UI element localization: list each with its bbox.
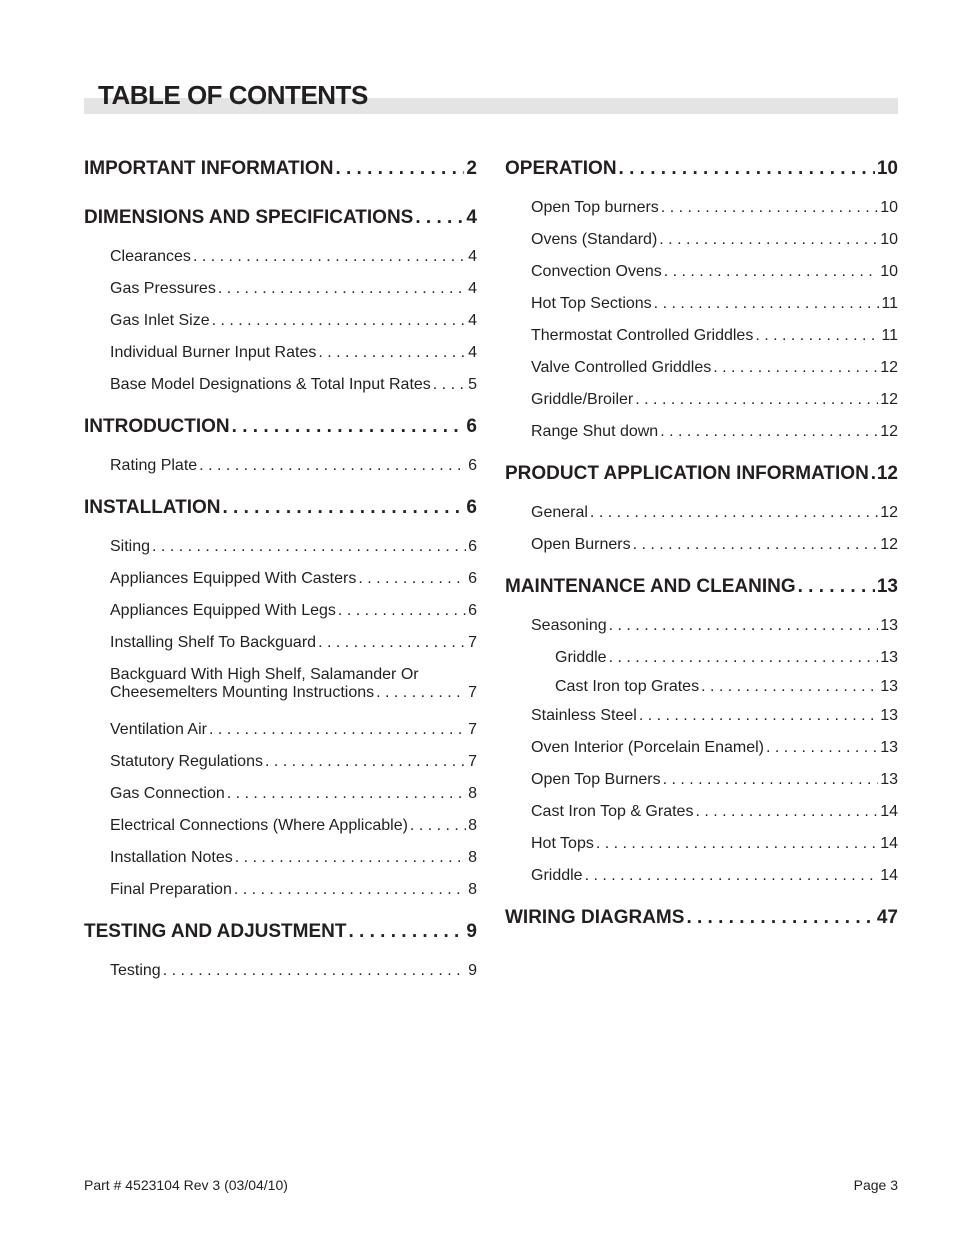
toc-entry[interactable] [84,845,477,877]
toc-entry-page: 9 [466,921,477,942]
toc-entry-page: 14 [880,835,898,852]
toc-entry-page: 12 [880,504,898,521]
toc-entry[interactable] [84,630,477,662]
toc-section [84,152,477,195]
toc-entry[interactable] [84,813,477,845]
dot-leader [635,391,878,409]
toc-entry-page: 6 [466,416,477,437]
toc-entry-label: Installation Notes [110,849,233,866]
dot-leader [234,881,466,899]
toc-entry-label: Ovens (Standard) [531,231,658,248]
toc-entry[interactable] [84,453,477,485]
dot-leader [619,158,875,180]
toc-entry-label: Clearances [110,248,191,265]
toc-entry[interactable] [505,387,898,419]
toc-entry-label: OPERATION [505,158,617,179]
toc-entry-label: General [531,504,588,521]
toc-entry-label: IMPORTANT INFORMATION [84,158,334,179]
dot-leader [713,359,878,377]
toc-entry[interactable] [505,500,898,532]
dot-leader [227,785,466,803]
toc-section-heading[interactable] [84,915,477,958]
toc-entry-page: 14 [880,803,898,820]
toc-entry-page: 12 [876,463,898,484]
toc-entry-label: Gas Connection [110,785,225,802]
dot-leader [755,327,879,345]
toc-entry-label: TESTING AND ADJUSTMENT [84,921,347,942]
toc-entry-label: Thermostat Controlled Griddles [531,327,754,344]
toc-section [84,201,477,404]
toc-left-column [84,152,477,996]
dot-leader [235,849,466,867]
dot-leader [348,921,464,943]
dot-leader [209,721,466,739]
toc-entry-label: Appliances Equipped With Legs [110,602,336,619]
toc-entry[interactable] [84,781,477,813]
dot-leader [415,207,464,229]
toc-entry[interactable] [505,323,898,355]
toc-entry[interactable] [505,259,898,291]
toc-entry[interactable] [84,958,477,990]
dot-leader [686,907,874,929]
dot-leader [410,817,466,835]
dot-leader [701,678,878,696]
toc-entry-label-line1: Backguard With High Shelf, Salamander Or [110,666,419,683]
toc-entry[interactable] [84,598,477,630]
page-title: TABLE OF CONTENTS [98,80,368,110]
footer-part-number: Part # 4523104 Rev 3 (03/04/10) [84,1177,288,1193]
dot-leader [433,376,466,394]
toc-section [505,901,898,944]
toc-entry-page: 12 [880,536,898,553]
toc-section-heading[interactable] [84,491,477,534]
toc-entry-page: 12 [880,359,898,376]
dot-leader [163,962,466,980]
toc-entry-label: Open Top burners [531,199,659,216]
toc-entry-label: Cast Iron Top & Grates [531,803,694,820]
toc-entry[interactable] [84,717,477,749]
toc-entry-page: 2 [466,158,477,179]
toc-entry-page: 13 [880,617,898,634]
toc-entry[interactable] [505,767,898,799]
toc-entry-label: Final Preparation [110,881,232,898]
toc-entry-page: 13 [876,576,898,597]
toc-section [84,491,477,909]
toc-section [505,457,898,564]
toc-entry-label: Hot Top Sections [531,295,652,312]
toc-entry[interactable] [505,291,898,323]
toc-entry-page: 8 [468,817,477,834]
dot-leader [661,199,878,217]
toc-section [505,570,898,895]
toc-entry-label: Individual Burner Input Rates [110,344,317,361]
toc-entry-page: 10 [880,263,898,280]
toc-entry-label: Installing Shelf To Backguard [110,634,317,651]
toc-entry-label: Open Top Burners [531,771,661,788]
dot-leader [152,538,466,556]
toc-entry-label: Griddle/Broiler [531,391,634,408]
toc-entry-label: Hot Tops [531,835,594,852]
toc-entry-label: INTRODUCTION [84,416,230,437]
dot-leader [193,248,466,266]
toc-entry-page: 6 [468,602,477,619]
toc-entry[interactable] [84,534,477,566]
dot-leader [660,423,878,441]
toc-entry-page: 6 [466,497,477,518]
dot-leader [798,576,875,598]
toc-entry[interactable] [84,566,477,598]
dot-leader [265,753,466,771]
toc-entry-page: 11 [881,327,898,344]
toc-entry[interactable] [84,662,477,717]
toc-entry[interactable] [505,831,898,863]
toc-entry-label: Appliances Equipped With Casters [110,570,357,587]
toc-entry[interactable] [84,372,477,404]
toc-entry-label: Cheesemelters Mounting Instructions [110,684,375,701]
toc-entry[interactable] [84,276,477,308]
toc-entry[interactable] [505,227,898,259]
dot-leader [609,649,879,667]
toc-entry-page: 8 [468,785,477,802]
toc-entry-page: 12 [880,423,898,440]
toc-entry[interactable] [505,799,898,831]
toc-section-heading[interactable] [505,152,898,195]
toc-entry-page: 13 [880,739,898,756]
dot-leader [609,617,879,635]
toc-entry-label: Statutory Regulations [110,753,263,770]
toc-entry-label: DIMENSIONS AND SPECIFICATIONS [84,207,414,228]
toc-entry-label: Convection Ovens [531,263,662,280]
toc-entry-label: Valve Controlled Griddles [531,359,712,376]
toc-entry-page: 13 [880,678,898,695]
toc-entry-label: Gas Pressures [110,280,216,297]
dot-leader [590,504,878,522]
toc-entry-page: 4 [468,280,477,297]
toc-entry-label: Seasoning [531,617,607,634]
toc-entry-page: 5 [468,376,477,393]
toc-entry-page: 7 [468,721,477,738]
toc-entry-page: 9 [468,962,477,979]
toc-entry-label: Griddle [555,649,607,666]
toc-subentry[interactable] [505,645,898,674]
dot-leader [585,867,879,885]
toc-entry-page: 4 [468,344,477,361]
dot-leader [633,536,879,554]
toc-entry[interactable] [505,613,898,645]
dot-leader [218,280,466,298]
toc-entry[interactable] [84,308,477,340]
toc-entry-page: 7 [468,684,477,701]
toc-subentry[interactable] [505,674,898,703]
dot-leader [212,312,466,330]
toc-entry[interactable] [84,877,477,909]
dot-leader [664,263,878,281]
toc-entry-label: Siting [110,538,151,555]
toc-entry[interactable] [505,863,898,895]
toc-entry[interactable] [505,195,898,227]
dot-leader [654,295,880,313]
toc-entry-label: PRODUCT APPLICATION INFORMATION [505,463,869,484]
dot-leader [376,684,466,702]
dot-leader [596,835,878,853]
toc-entry[interactable] [505,703,898,735]
toc-entry[interactable] [505,419,898,451]
toc-entry-page: 14 [880,867,898,884]
toc-entry-label: Cast Iron top Grates [555,678,700,695]
toc-section-heading[interactable] [84,201,477,244]
toc-entry-page: 10 [880,231,898,248]
dot-leader [232,416,465,438]
toc-entry-label: Range Shut down [531,423,659,440]
toc-entry-page: 7 [468,634,477,651]
toc-entry-page: 8 [468,849,477,866]
toc-entry[interactable] [505,355,898,387]
toc-right-column [505,152,898,950]
toc-entry-label: Ventilation Air [110,721,207,738]
toc-entry-label: MAINTENANCE AND CLEANING [505,576,796,597]
toc-entry-page: 10 [880,199,898,216]
toc-entry[interactable] [84,340,477,372]
toc-entry-label: Rating Plate [110,457,198,474]
dot-leader [639,707,878,725]
toc-section-heading[interactable] [84,410,477,453]
dot-leader [335,158,464,180]
toc-section [505,152,898,451]
dot-leader [318,344,466,362]
dot-leader [663,771,879,789]
toc-entry-label: INSTALLATION [84,497,221,518]
toc-entry-label: Testing [110,962,161,979]
toc-section-heading[interactable] [505,457,898,500]
toc-entry-line2 [110,684,477,702]
toc-section-heading[interactable] [505,570,898,613]
dot-leader [338,602,466,620]
toc-entry-label: WIRING DIAGRAMS [505,907,685,928]
dot-leader [871,463,875,485]
toc-entry-page: 13 [880,649,898,666]
toc-entry-label: Oven Interior (Porcelain Enamel) [531,739,764,756]
dot-leader [766,739,878,757]
toc-entry-page: 6 [468,538,477,555]
toc-entry[interactable] [505,735,898,767]
toc-entry-page: 10 [876,158,898,179]
toc-entry-page: 4 [468,312,477,329]
toc-entry-page: 4 [466,207,477,228]
toc-entry-page: 7 [468,753,477,770]
toc-entry-page: 11 [881,295,898,312]
toc-entry-label: Gas Inlet Size [110,312,210,329]
toc-entry[interactable] [84,244,477,276]
toc-entry-page: 6 [468,570,477,587]
toc-entry-page: 4 [468,248,477,265]
toc-entry-label: Griddle [531,867,583,884]
toc-entry-page: 6 [468,457,477,474]
toc-entry-label: Electrical Connections (Where Applicable) [110,817,408,834]
toc-section [84,915,477,990]
dot-leader [659,231,878,249]
toc-section-heading[interactable] [505,901,898,944]
dot-leader [358,570,466,588]
toc-entry-label: Base Model Designations & Total Input Rates [110,376,431,393]
dot-leader [695,803,878,821]
toc-entry-page: 8 [468,881,477,898]
dot-leader [318,634,466,652]
dot-leader [223,497,465,519]
toc-entry[interactable] [84,749,477,781]
toc-entry-page: 13 [880,707,898,724]
footer-page-number: Page 3 [853,1177,898,1193]
toc-entry-page: 12 [880,391,898,408]
toc-entry-page: 13 [880,771,898,788]
toc-entry-label: Stainless Steel [531,707,637,724]
toc-entry-label: Open Burners [531,536,631,553]
toc-entry-page: 47 [876,907,898,928]
toc-section [84,410,477,485]
dot-leader [199,457,466,475]
toc-entry[interactable] [505,532,898,564]
toc-section-heading[interactable] [84,152,477,195]
